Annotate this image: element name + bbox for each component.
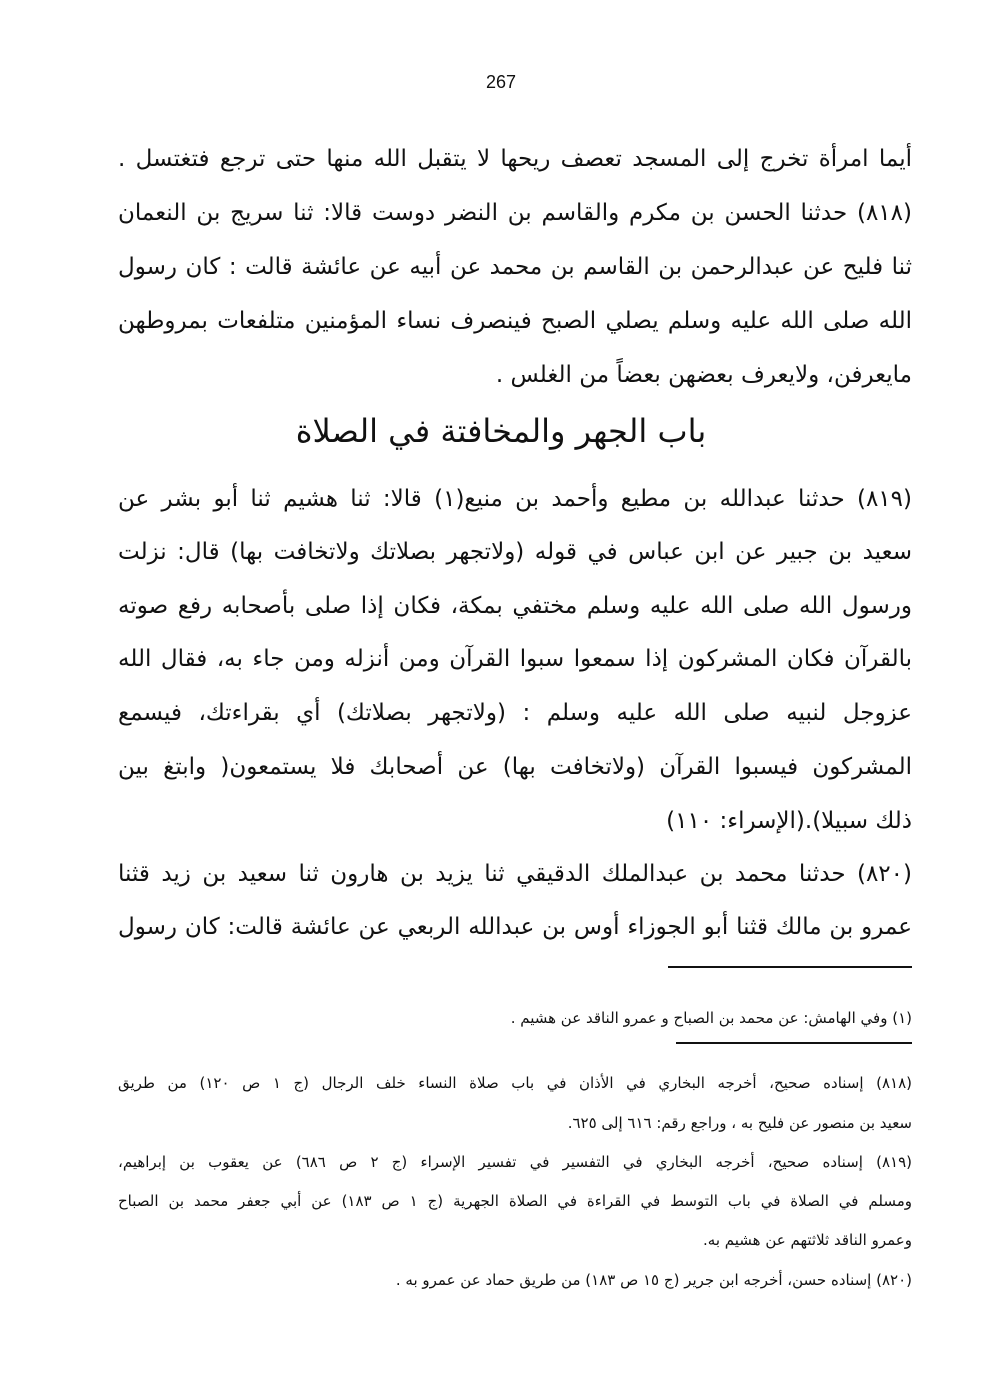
chapter-heading: باب الجهر والمخافتة في الصلاة (295, 412, 707, 450)
text-line: (٨٢٠) حدثنا محمد بن عبدالملك الدقيقي ثنا يزيد بن هارون ثنا سعيد بن زيد قثنا (118, 861, 912, 887)
text-line: الله صلى الله عليه وسلم يصلي الصبح فينصرف نساء المؤمنين متلفعات بمروطهن (118, 308, 912, 334)
text-line: ورسول الله صلى الله عليه وسلم مختفي بمكة، فكان إذا صلى بأصحابه رفع صوته (118, 593, 912, 619)
footnote-line: (٨١٨) إسناده صحيح، أخرجه البخاري في الأذان في باب صلاة النساء خلف الرجال (ج ١ ص ١٢٠) من طريق (118, 1074, 912, 1092)
text-line: (٨١٨) حدثنا الحسن بن مكرم والقاسم بن النضر دوست قالا: ثنا سريج بن النعمان (118, 200, 912, 226)
text-line: عزوجل لنبيه صلى الله عليه وسلم : (ولاتجهر بصلاتك) أي بقراءتك، فيسمع (118, 700, 912, 726)
footnote-separator (676, 1042, 912, 1044)
footnote-line: ومسلم في الصلاة في باب التوسط في القراءة في الصلاة الجهرية (ج ١ ص ١٨٣) عن أبي جعفر محمد بن الصباح (118, 1192, 913, 1210)
text-line: مايعرفن، ولايعرف بعضهن بعضاً من الغلس . (495, 362, 912, 388)
footnote-line: سعيد بن منصور عن فليح به ، وراجع رقم: ٦١٦ إلى ٦٢٥. (567, 1114, 912, 1132)
footnote-line: (٨١٩) إسناده صحيح، أخرجه البخاري في التفسير في تفسير الإسراء (ج ٢ ص ٦٨٦) عن يعقوب بن إبراهيم، (118, 1153, 912, 1171)
text-line: سعيد بن جبير عن ابن عباس في قوله (ولاتجهر بصلاتك ولاتخافت بها) قال: نزلت (118, 539, 912, 565)
text-line: أيما امرأة تخرج إلى المسجد تعصف ريحها لا يتقبل الله منها حتى ترجع فتغتسل . (118, 146, 912, 172)
text-line: عمرو بن مالك قثنا أبو الجوزاء أوس بن عبدالله الربعي عن عائشة قالت: كان رسول (118, 914, 912, 940)
footnote-separator (668, 966, 912, 968)
footnote-line: (٨٢٠) إسناده حسن، أخرجه ابن جرير (ج ١٥ ص ١٨٣) من طريق حماد عن عمرو به . (395, 1271, 912, 1289)
text-line: المشركون فيسبوا القرآن (ولاتخافت بها) عن أصحابك فلا يستمعون( وابتغ بين (118, 754, 912, 780)
footnote-line: وعمرو الناقد ثلاثتهم عن هشيم به. (703, 1231, 912, 1249)
text-line: ذلك سبيلا).(الإسراء: ١١٠) (666, 808, 912, 834)
page-number: 267 (485, 72, 517, 92)
marginal-note: (١) وفي الهامش: عن محمد بن الصباح و عمرو الناقد عن هشيم . (510, 1009, 912, 1027)
text-line: بالقرآن فكان المشركون إذا سمعوا سبوا القرآن ومن أنزله ومن جاء به، فقال الله (118, 646, 912, 672)
text-line: ثنا فليح عن عبدالرحمن بن القاسم بن محمد عن أبيه عن عائشة قالت : كان رسول (118, 254, 912, 280)
text-line: (٨١٩) حدثنا عبدالله بن مطيع وأحمد بن منيع(١) قالا: ثنا هشيم ثنا أبو بشر عن (118, 486, 912, 512)
